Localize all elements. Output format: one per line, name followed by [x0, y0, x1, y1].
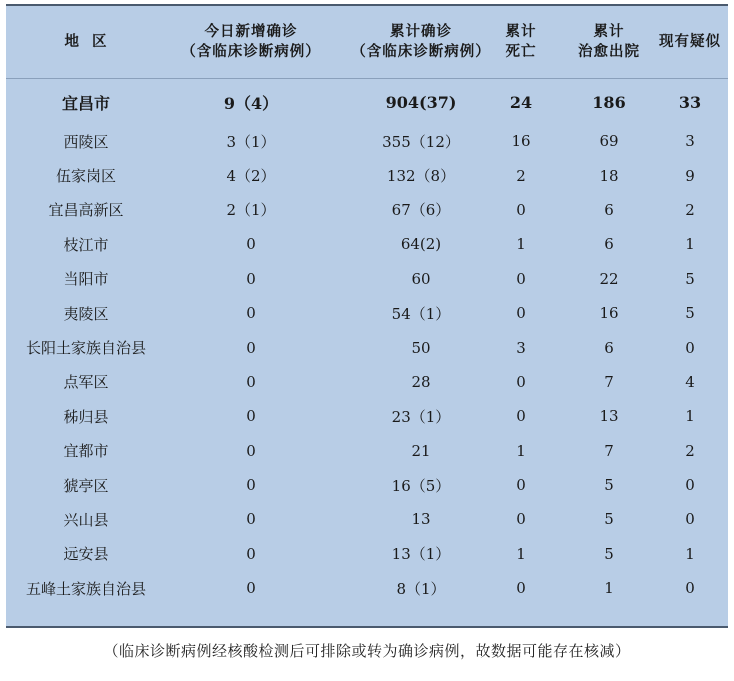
- covid-stats-table: [6, 4, 728, 628]
- cell-suspected: 9: [685, 166, 695, 185]
- cell-new: 3（1）: [226, 132, 276, 151]
- table-body: [6, 80, 728, 605]
- table-row: [6, 124, 728, 158]
- cell-new: 0: [246, 407, 256, 426]
- table-row: [6, 80, 728, 124]
- cell-cured: 5: [604, 544, 614, 563]
- cell-deaths: 24: [509, 92, 533, 112]
- cell-cured: 186: [592, 92, 626, 112]
- cell-deaths: 0: [516, 476, 526, 495]
- cell-region: 秭归县: [63, 407, 109, 426]
- cell-deaths: 16: [511, 132, 531, 151]
- header-deaths-line1: 累计: [505, 23, 537, 40]
- cell-total: 21: [411, 441, 431, 460]
- cell-deaths: 0: [516, 200, 526, 219]
- cell-region: 五峰土家族自治县: [25, 579, 146, 598]
- cell-region: 宜昌高新区: [48, 201, 124, 220]
- cell-suspected: 4: [685, 372, 695, 391]
- cell-new: 0: [246, 304, 256, 323]
- cell-cured: 69: [599, 132, 619, 151]
- cell-total: 8（1）: [396, 579, 446, 598]
- cell-suspected: 0: [685, 579, 695, 598]
- cell-cured: 5: [604, 476, 614, 495]
- header-cured-line2: 治愈出院: [578, 43, 640, 60]
- cell-deaths: 0: [516, 510, 526, 529]
- cell-total: 16（5）: [391, 476, 451, 495]
- footnote: （临床诊断病例经核酸检测后可排除或转为确诊病例，故数据可能存在核减）: [103, 642, 631, 660]
- cell-new: 0: [246, 338, 256, 357]
- table-row: [6, 365, 728, 399]
- cell-region: 枝江市: [63, 235, 109, 254]
- cell-total: 54（1）: [391, 304, 451, 323]
- cell-suspected: 1: [685, 544, 695, 563]
- cell-total: 60: [411, 269, 431, 288]
- table-row: [6, 227, 728, 261]
- cell-region: 当阳市: [63, 270, 109, 289]
- cell-cured: 1: [604, 579, 614, 598]
- cell-cured: 18: [599, 166, 619, 185]
- table-header: [6, 6, 728, 79]
- cell-region: 夷陵区: [63, 304, 109, 323]
- cell-total: 64(2): [400, 235, 442, 254]
- header-region-label: 地 区: [64, 33, 108, 50]
- cell-suspected: 0: [685, 510, 695, 529]
- cell-cured: 7: [604, 372, 614, 391]
- cell-suspected: 5: [685, 304, 695, 323]
- cell-region: 长阳土家族自治县: [25, 339, 146, 358]
- cell-total: 28: [411, 372, 431, 391]
- cell-region: 远安县: [63, 545, 109, 564]
- cell-deaths: 0: [516, 304, 526, 323]
- cell-new: 0: [246, 579, 256, 598]
- cell-total: 67（6）: [391, 201, 451, 220]
- table-row: [6, 537, 728, 571]
- table-row: [6, 399, 728, 433]
- header-suspected-label: 现有疑似: [659, 33, 721, 50]
- cell-suspected: 1: [685, 235, 695, 254]
- cell-suspected: 33: [678, 92, 702, 112]
- cell-suspected: 0: [685, 338, 695, 357]
- cell-suspected: 2: [685, 200, 695, 219]
- cell-new: 2（1）: [226, 201, 276, 220]
- cell-deaths: 1: [516, 235, 526, 254]
- cell-cured: 6: [604, 338, 614, 357]
- cell-total: 23（1）: [391, 407, 451, 426]
- table-row: [6, 502, 728, 536]
- cell-cured: 13: [599, 407, 619, 426]
- table-row: [6, 571, 728, 605]
- table-row: [6, 296, 728, 330]
- cell-suspected: 1: [685, 407, 695, 426]
- cell-region: 宜昌市: [61, 93, 110, 113]
- cell-new: 0: [246, 441, 256, 460]
- table-row: [6, 193, 728, 227]
- header-total-line1: 累计确诊: [390, 23, 452, 40]
- cell-region: 宜都市: [63, 442, 109, 461]
- header-region: [6, 6, 166, 78]
- cell-region: 猇亭区: [63, 476, 109, 495]
- header-deaths: [476, 6, 566, 78]
- header-new-line1: 今日新增确诊: [204, 23, 298, 40]
- cell-total: 13（1）: [391, 545, 451, 564]
- cell-cured: 6: [604, 200, 614, 219]
- cell-region: 伍家岗区: [55, 167, 116, 186]
- table-row: [6, 330, 728, 364]
- header-new-line2: （含临床诊断病例）: [181, 43, 321, 60]
- header-total-line2: （含临床诊断病例）: [351, 43, 491, 60]
- cell-total: 355（12）: [382, 132, 460, 151]
- cell-region: 点军区: [63, 373, 109, 392]
- cell-cured: 16: [599, 304, 619, 323]
- cell-new: 0: [246, 235, 256, 254]
- cell-suspected: 0: [685, 476, 695, 495]
- cell-cured: 6: [604, 235, 614, 254]
- cell-deaths: 0: [516, 407, 526, 426]
- table-row: [6, 262, 728, 296]
- cell-deaths: 2: [516, 166, 526, 185]
- cell-deaths: 0: [516, 372, 526, 391]
- cell-total: 132（8）: [386, 167, 456, 186]
- cell-region: 兴山县: [63, 510, 109, 529]
- cell-new: 0: [246, 372, 256, 391]
- cell-new: 0: [246, 476, 256, 495]
- cell-deaths: 0: [516, 269, 526, 288]
- header-cured-line1: 累计: [593, 23, 625, 40]
- cell-deaths: 1: [516, 544, 526, 563]
- header-new-confirmed: [166, 6, 336, 78]
- cell-new: 0: [246, 544, 256, 563]
- cell-region: 西陵区: [63, 132, 109, 151]
- cell-cured: 7: [604, 441, 614, 460]
- cell-new: 9（4）: [223, 93, 279, 113]
- table-row: [6, 434, 728, 468]
- header-deaths-line2: 死亡: [505, 43, 537, 60]
- cell-deaths: 3: [516, 338, 526, 357]
- cell-new: 0: [246, 269, 256, 288]
- cell-total: 50: [411, 338, 431, 357]
- cell-new: 4（2）: [226, 167, 276, 186]
- header-suspected: [646, 6, 734, 78]
- table-row: [6, 158, 728, 192]
- cell-total: 904(37): [385, 92, 457, 112]
- cell-suspected: 2: [685, 441, 695, 460]
- cell-new: 0: [246, 510, 256, 529]
- cell-suspected: 3: [685, 132, 695, 151]
- cell-deaths: 0: [516, 579, 526, 598]
- cell-total: 13: [411, 510, 431, 529]
- cell-cured: 22: [599, 269, 619, 288]
- cell-suspected: 5: [685, 269, 695, 288]
- cell-deaths: 1: [516, 441, 526, 460]
- cell-cured: 5: [604, 510, 614, 529]
- table-row: [6, 468, 728, 502]
